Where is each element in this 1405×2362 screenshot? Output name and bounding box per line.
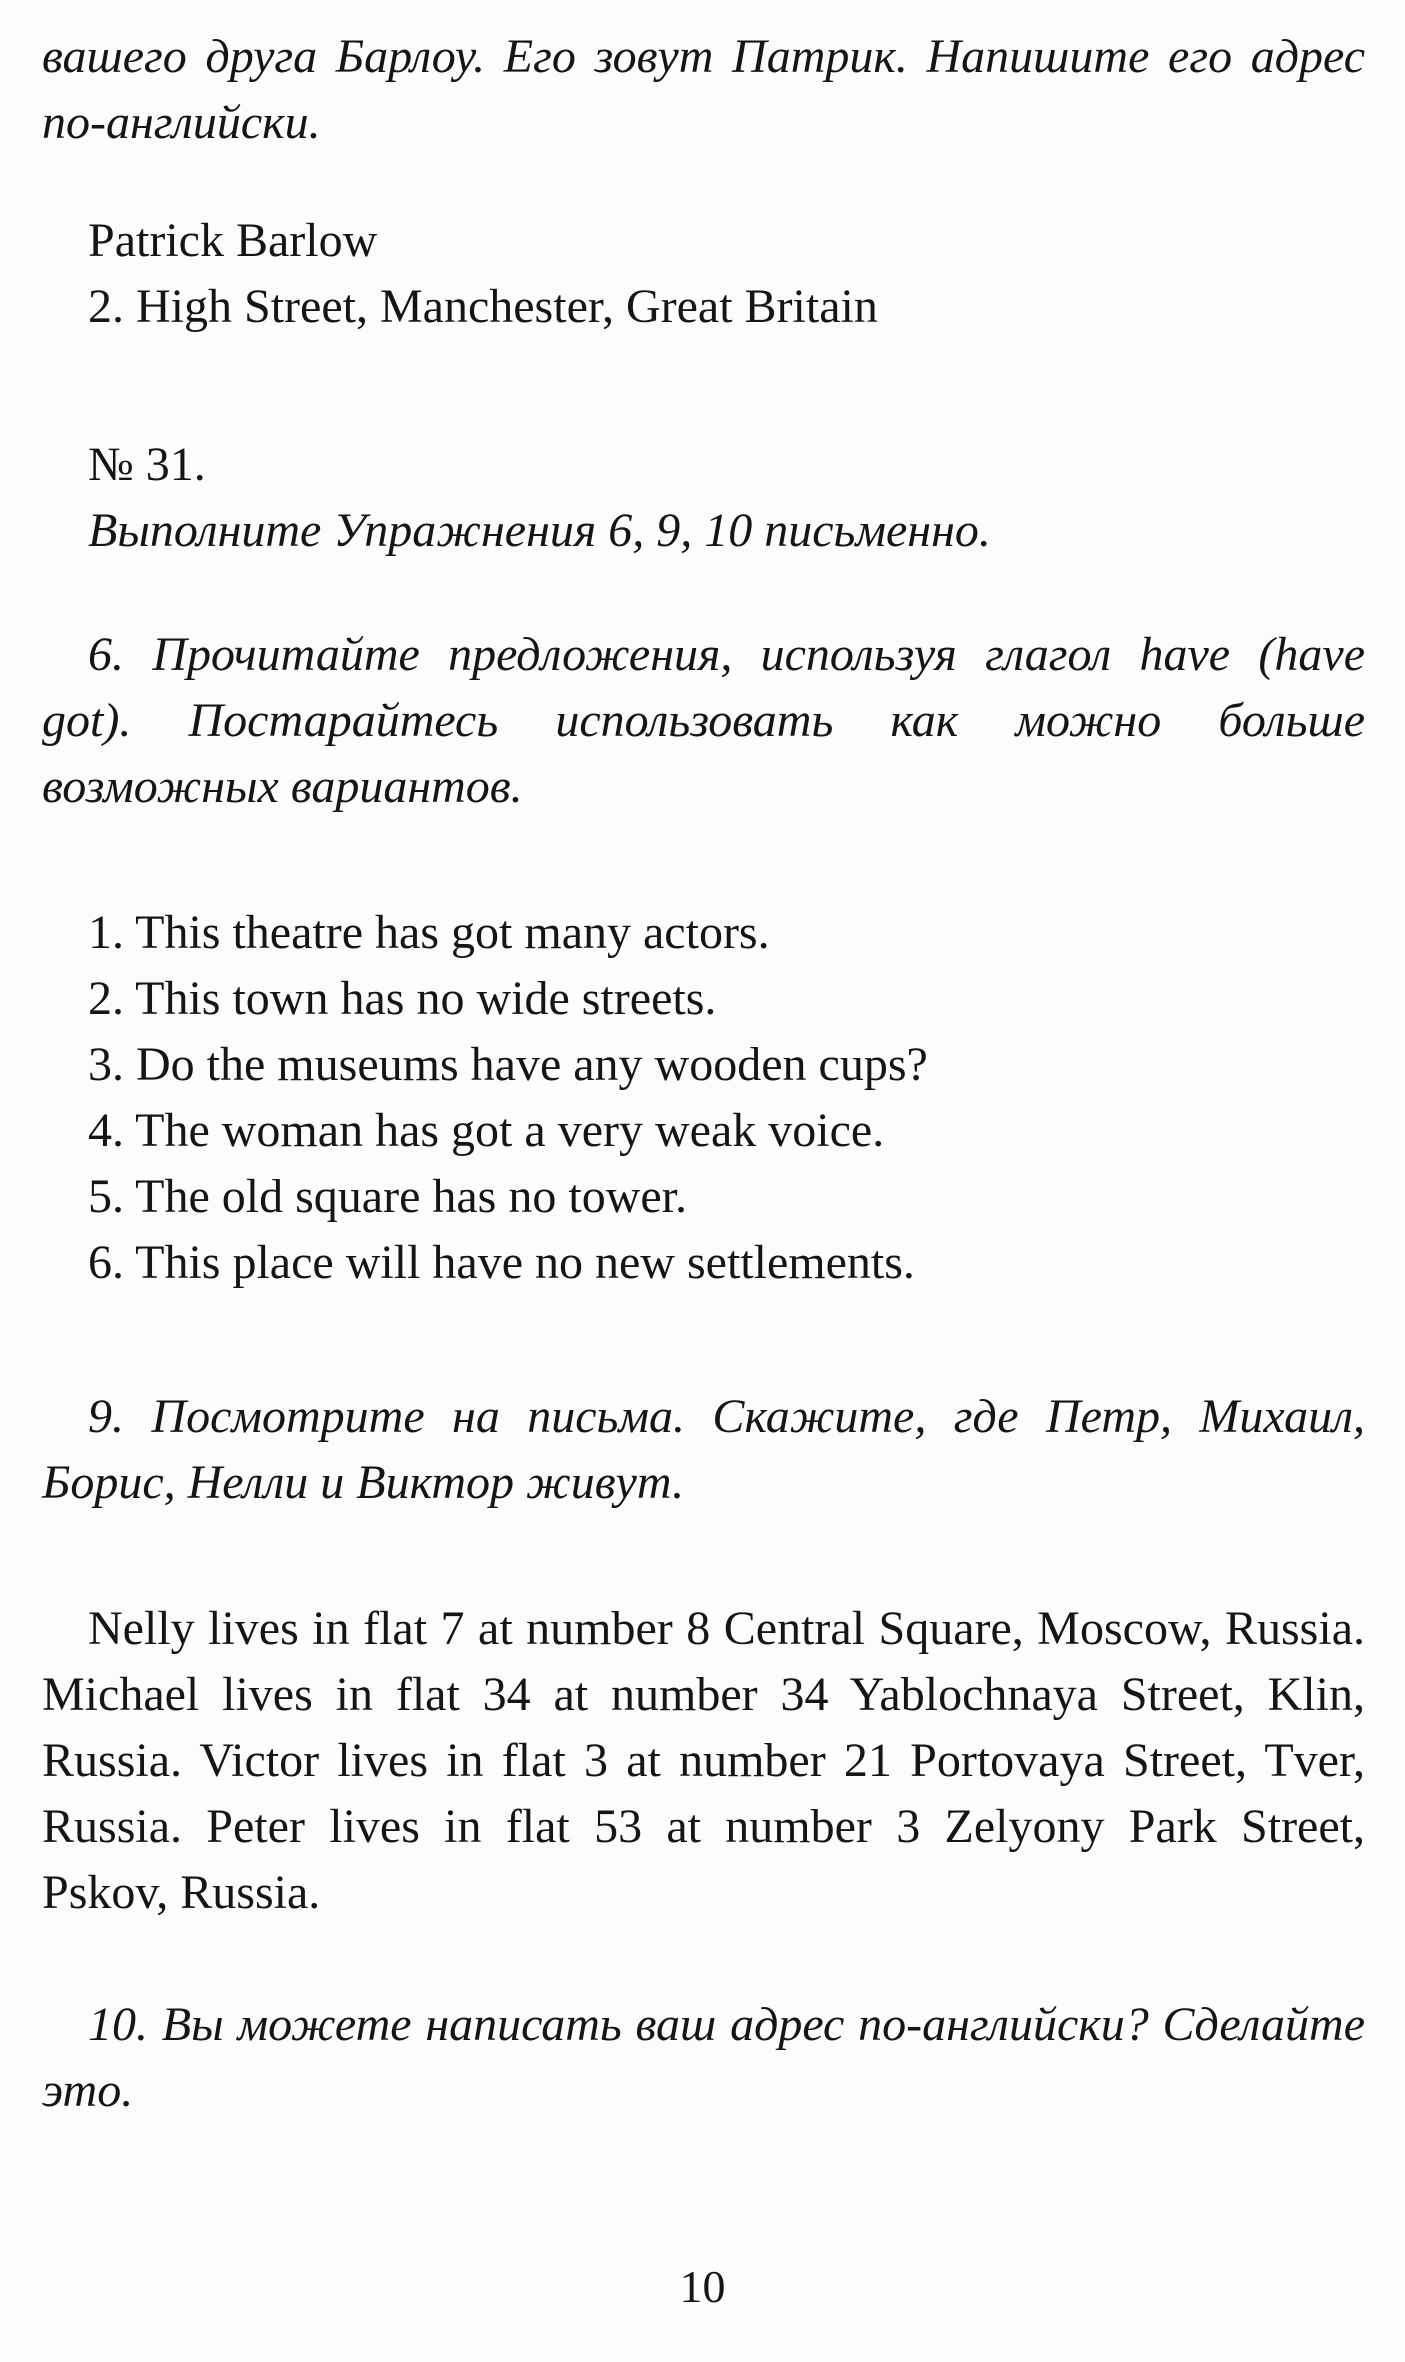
task-number: № 31. [88, 438, 206, 491]
task-block [42, 432, 1365, 564]
exercise9-heading: 9. Посмотрите на письма. Скажите, где Петр, Михаил, Борис, Нелли и Виктор живут. [42, 1390, 1365, 1509]
address-name-line: Patrick Barlow [88, 214, 378, 267]
address-street-line: 2. High Street, Manchester, Great Britain [88, 280, 878, 333]
list-item: 6. This place will have no new settlements. [88, 1236, 915, 1289]
answer-address-block [42, 208, 1365, 340]
list-item: 1. This theatre has got many actors. [88, 906, 770, 959]
exercise6-answer-list [42, 900, 1365, 1296]
continuation-paragraph: вашего друга Барлоу. Его зовут Патрик. Напишите его адрес по-английски. [42, 30, 1365, 149]
list-item: 2. This town has no wide streets. [88, 972, 717, 1025]
page-number: 10 [679, 2261, 726, 2312]
list-item: 5. The old square has no tower. [88, 1170, 687, 1223]
exercise6-heading: 6. Прочитайте предложения, используя глагол have (have got). Постарайтесь использовать как можно больше возможных вариантов. [42, 628, 1365, 813]
list-item: 4. The woman has got a very weak voice. [88, 1104, 885, 1157]
list-item: 3. Do the museums have any wooden cups? [88, 1038, 928, 1091]
exercise10-heading: 10. Вы можете написать ваш адрес по-английски? Сделайте это. [42, 1998, 1365, 2117]
task-instruction: Выполните Упражнения 6, 9, 10 письменно. [88, 504, 991, 557]
exercise9-answer: Nelly lives in flat 7 at number 8 Central Square, Moscow, Russia. Michael lives in flat 34 at number 34 Yablochnaya Street, Klin, Russia. Victor lives in flat 3 at number 21 Portovaya Street, Tver, Russia. Peter lives in flat 53 at number 3 Zelyony Park Street, Pskov, Russia. [42, 1602, 1365, 1919]
